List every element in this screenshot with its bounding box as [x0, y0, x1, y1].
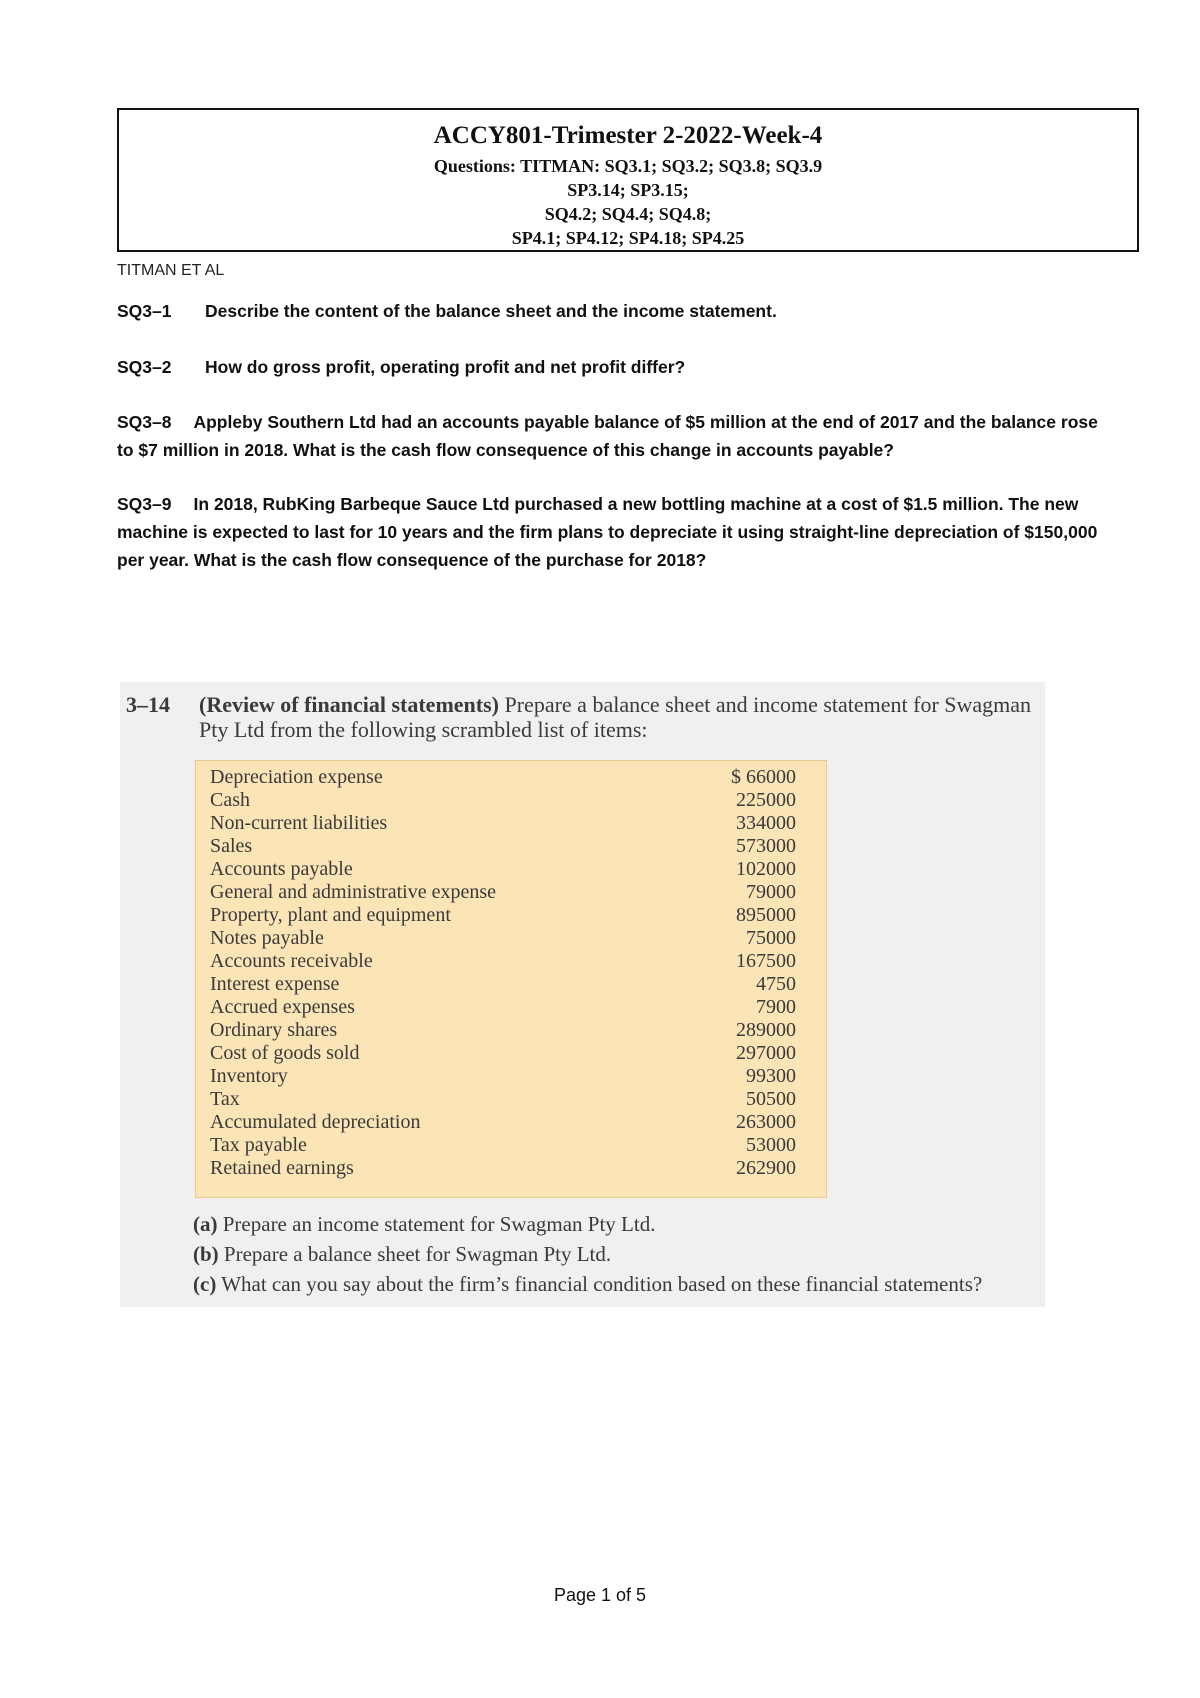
item-label: Tax payable [210, 1134, 307, 1156]
part-item [193, 1239, 982, 1269]
table-row [210, 789, 810, 812]
item-label: Ordinary shares [210, 1019, 338, 1041]
header-box [117, 108, 1139, 252]
table-row [210, 1065, 810, 1088]
item-amount: 297000 [736, 1042, 796, 1064]
item-label: General and administrative expense [210, 881, 496, 903]
header-line: SQ4.2; SQ4.4; SQ4.8; [544, 204, 712, 224]
item-amount: 4750 [756, 973, 796, 995]
problem-intro: Prepare a balance sheet and income statement for Swagman Pty Ltd from the following scrambled list of items: [199, 692, 1032, 742]
part-label: (a) [193, 1212, 218, 1236]
item-label: Sales [210, 835, 253, 857]
item-amount: 225000 [736, 789, 796, 811]
item-label: Retained earnings [210, 1157, 354, 1179]
item-label: Notes payable [210, 927, 324, 949]
document-title: ACCY801-Trimester 2-2022-Week-4 [433, 122, 823, 149]
table-row [210, 858, 810, 881]
header-line: SP4.1; SP4.12; SP4.18; SP4.25 [511, 228, 745, 248]
part-label: (b) [193, 1242, 219, 1266]
question-text: Appleby Southern Ltd had an accounts payable balance of $5 million at the end of 2017 and the balance rose to $7 million in 2018. What is the cash flow consequence of this change in accounts payable? [117, 412, 1098, 460]
table-row [210, 812, 810, 835]
table-row [210, 950, 810, 973]
item-amount: 167500 [736, 950, 796, 972]
part-item [193, 1209, 982, 1239]
table-row [210, 904, 810, 927]
item-label: Accounts receivable [210, 950, 373, 972]
question-item [117, 490, 1117, 574]
item-label: Accounts payable [210, 858, 353, 880]
item-label: Inventory [210, 1065, 288, 1087]
header-line: Questions: TITMAN: SQ3.1; SQ3.2; SQ3.8; SQ3.9 [433, 156, 823, 176]
part-text: What can you say about the firm’s financial condition based on these financial statements? [221, 1272, 983, 1296]
table-row [210, 835, 810, 858]
problem-number: 3–14 [126, 692, 170, 717]
question-code: SQ3–8 [117, 412, 172, 432]
table-row [210, 973, 810, 996]
question-code: SQ3–1 [117, 301, 172, 321]
part-item [193, 1269, 982, 1299]
question-text: How do gross profit, operating profit and net profit differ? [205, 357, 686, 377]
question-text: Describe the content of the balance sheet and the income statement. [205, 301, 777, 321]
items-table [195, 760, 827, 1198]
item-amount: 79000 [746, 881, 796, 903]
item-amount: $ 66000 [731, 766, 796, 788]
item-label: Interest expense [210, 973, 340, 995]
table-row [210, 881, 810, 904]
item-label: Accumulated depreciation [210, 1111, 421, 1133]
item-label: Cash [210, 789, 250, 811]
question-item [117, 408, 1117, 464]
item-amount: 99300 [746, 1065, 796, 1087]
question-text: In 2018, RubKing Barbeque Sauce Ltd purchased a new bottling machine at a cost of $1.5 million. The new machine is expected to last for 10 years and the firm plans to depreciate it using straight-line depreciation of $150,000 per year. What is the cash flow consequence of the purchase for 2018? [117, 494, 1098, 570]
part-text: Prepare an income statement for Swagman Pty Ltd. [222, 1212, 656, 1236]
question-item [117, 297, 1117, 325]
item-amount: 895000 [736, 904, 796, 926]
item-amount: 289000 [736, 1019, 796, 1041]
problem-figure [120, 682, 1045, 1307]
table-row [210, 1134, 810, 1157]
item-amount: 262900 [736, 1157, 796, 1179]
item-amount: 573000 [736, 835, 796, 857]
question-item [117, 353, 1117, 381]
table-row [210, 1088, 810, 1111]
table-row [210, 927, 810, 950]
item-amount: 7900 [756, 996, 796, 1018]
problem-heading [126, 692, 1036, 742]
section-label: TITMAN ET AL [117, 262, 225, 279]
item-amount: 263000 [736, 1111, 796, 1133]
item-amount: 53000 [746, 1134, 796, 1156]
item-amount: 50500 [746, 1088, 796, 1110]
part-text: Prepare a balance sheet for Swagman Pty Ltd. [223, 1242, 612, 1266]
item-amount: 75000 [746, 927, 796, 949]
question-code: SQ3–2 [117, 357, 172, 377]
table-row [210, 1042, 810, 1065]
page-footer: Page 1 of 5 [553, 1585, 647, 1605]
item-label: Cost of goods sold [210, 1042, 360, 1064]
part-label: (c) [193, 1272, 217, 1296]
table-row [210, 1157, 810, 1180]
item-label: Depreciation expense [210, 766, 383, 788]
problem-parts [193, 1209, 982, 1299]
table-row [210, 996, 810, 1019]
table-row [210, 1111, 810, 1134]
item-label: Non-current liabilities [210, 812, 388, 834]
item-amount: 102000 [736, 858, 796, 880]
table-row [210, 766, 810, 789]
item-label: Property, plant and equipment [210, 904, 451, 926]
header-line: SP3.14; SP3.15; [567, 180, 689, 200]
problem-topic: (Review of financial statements) [199, 692, 499, 717]
table-row [210, 1019, 810, 1042]
item-label: Accrued expenses [210, 996, 355, 1018]
question-code: SQ3–9 [117, 494, 172, 514]
item-label: Tax [210, 1088, 240, 1110]
item-amount: 334000 [736, 812, 796, 834]
